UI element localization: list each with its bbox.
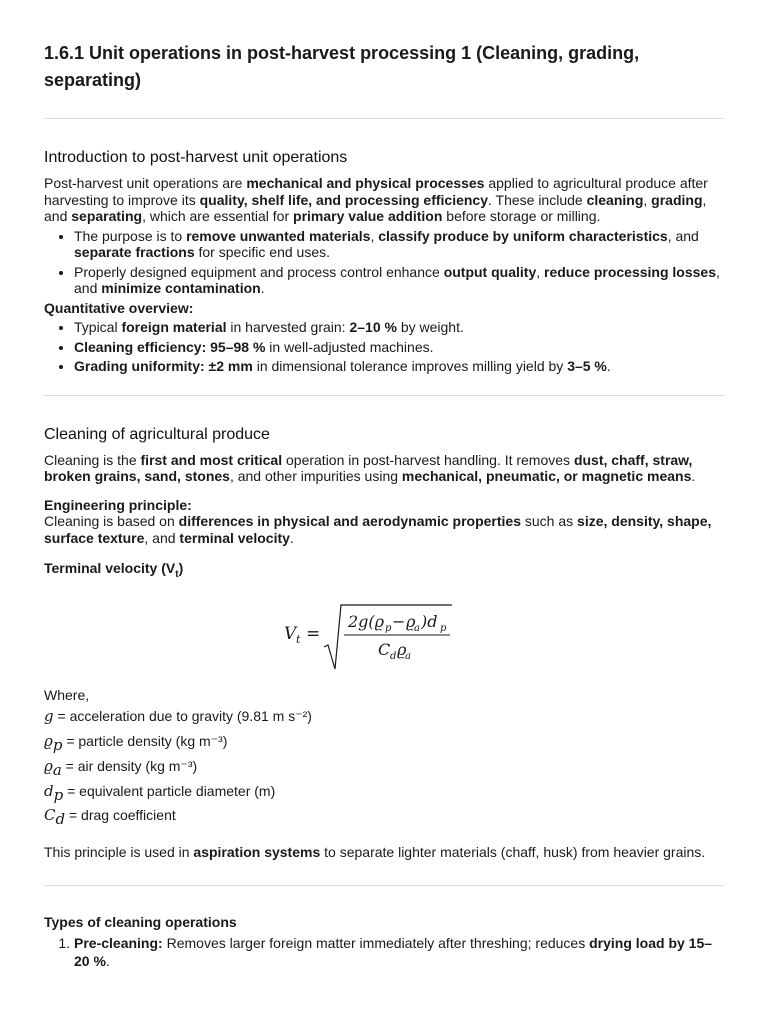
svg-text:2g(ϱ: 2g(ϱ: [348, 612, 385, 632]
list-item: • Grading uniformity: ±2 mm in dimensional tolerance improves milling yield by 3–5 %.: [74, 358, 724, 375]
intro-heading: Introduction to post-harvest unit operations: [44, 149, 348, 166]
svg-text:a: a: [405, 651, 411, 663]
variable-c-d: $C_d$ = drag coefficient: [44, 806, 176, 829]
svg-text:ϱ: ϱ: [397, 640, 407, 660]
where-label: Where,: [44, 687, 90, 704]
types-list: [44, 934, 724, 970]
svg-text:C: C: [378, 640, 391, 660]
svg-text:=: =: [306, 624, 321, 645]
list-item: • Properly designed equipment and process control enhance output quality, reduce processing losses, and minimize contamination.: [74, 264, 724, 297]
variable-d-p: $d_p$ = equivalent particle diameter (m): [44, 781, 276, 804]
divider: [44, 118, 724, 119]
cleaning-heading: Cleaning of agricultural produce: [44, 425, 270, 443]
quantitative-list: [44, 319, 724, 375]
svg-text:p: p: [440, 623, 447, 635]
variable-rho-p: $ϱ_p$ = particle density (kg m⁻³): [44, 732, 228, 754]
variable-rho-a: $ϱ_a$ = air density (kg m⁻³): [44, 756, 198, 779]
svg-text:d: d: [390, 651, 397, 663]
list-item: • The purpose is to remove unwanted materials, classify produce by uniform characteristics, and separate fractions for specific end uses.: [74, 228, 724, 261]
quantitative-heading: Quantitative overview:: [44, 299, 194, 316]
intro-paragraph: Post-harvest unit operations are mechanical and physical processes applied to agricultural produce after harvesting to improve its quality, shelf life, and processing efficiency. These include cleaning, grading, and separating, which are essential for primary value addition before storage or milling.: [44, 175, 708, 224]
svg-text:V: V: [284, 624, 297, 645]
principle-heading: Engineering principle:: [44, 496, 192, 513]
svg-text:ϱ: ϱ: [406, 612, 416, 632]
list-item: • Cleaning efficiency: 95–98 % in well-adjusted machines.: [74, 339, 724, 356]
aspiration-paragraph: This principle is used in aspiration systems to separate lighter materials (chaff, husk) from heavier grains.: [44, 844, 706, 861]
list-item: • Typical foreign material in harvested grain: 2–10 % by weight.: [74, 319, 724, 336]
svg-text:a: a: [414, 623, 420, 635]
cleaning-paragraph: Cleaning is the first and most critical operation in post-harvest handling. It removes dust, chaff, straw, broken grains, sand, stones, and other impurities using mechanical, pneumatic, or magnetic means.: [44, 451, 696, 484]
svg-text:−: −: [392, 612, 406, 632]
list-item: 1. Pre-cleaning: Removes larger foreign matter immediately after threshing; reduces drying load by 15–20 %.: [74, 934, 724, 970]
terminal-velocity-equation: [44, 589, 724, 677]
variable-g: g = acceleration due to gravity (9.81 m s⁻²): [44, 707, 312, 726]
terminal-velocity-heading: Terminal velocity $(V_t)$: [44, 560, 184, 580]
svg-text:t: t: [296, 633, 301, 647]
types-heading: Types of cleaning operations: [44, 913, 237, 930]
divider: [44, 395, 724, 396]
principle-paragraph: Cleaning is based on differences in physical and aerodynamic properties such as size, density, shape, surface texture, and terminal velocity.: [44, 513, 712, 546]
variable-definitions: [44, 685, 724, 830]
page-title: 1.6.1 Unit operations in post-harvest processing 1 (Cleaning, grading, separating): [44, 43, 640, 90]
svg-text:)d: )d: [421, 612, 438, 632]
intro-bullet-list: [44, 228, 724, 297]
divider: [44, 885, 724, 886]
svg-text:p: p: [385, 623, 392, 635]
